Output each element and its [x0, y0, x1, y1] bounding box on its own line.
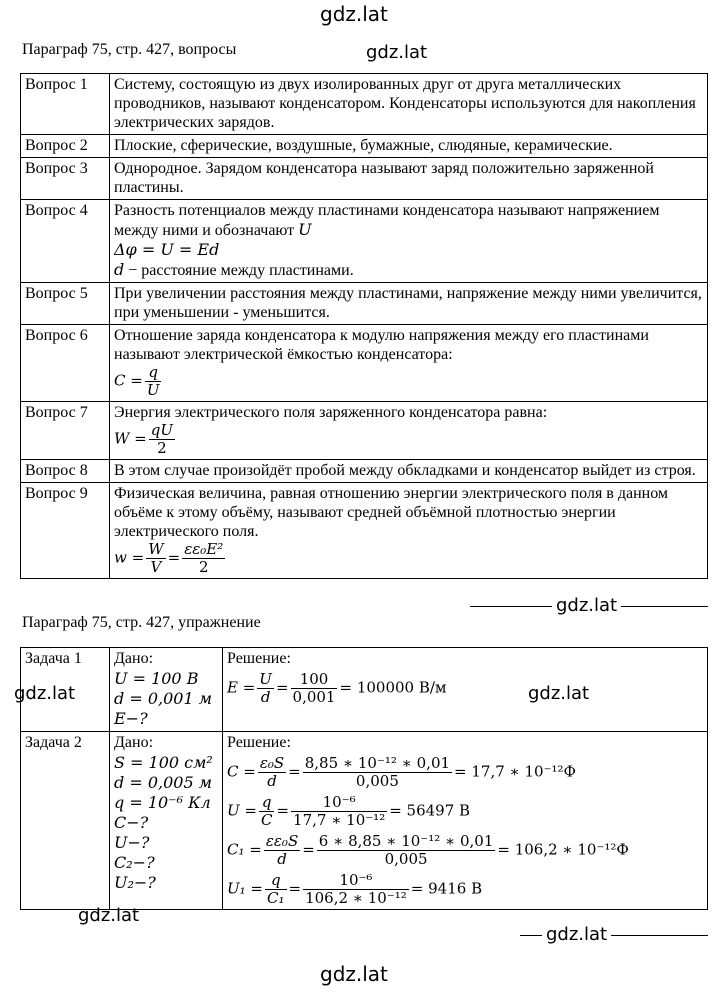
formula-lhs: C₁ = [227, 840, 262, 859]
question-answer: Систему, состоящую из двух изолированных друг от друга металлических проводников, называют конденсатором. Конденсаторы используются для накопления электрических зарядов. [110, 74, 708, 135]
table-row [21, 325, 708, 402]
formula [227, 794, 703, 829]
task-label: Задача 1 [21, 648, 110, 732]
task-given [110, 648, 223, 732]
answer-text: Отношение заряда конденсатора к модулю напряжения между его пластинами называют электрической ёмкостью конденсатора: [114, 327, 649, 363]
question-answer [110, 325, 708, 402]
formula [114, 364, 703, 399]
formula-result: = 106,2 ∗ 10⁻¹²Ф [497, 840, 629, 859]
equals-sign: = [167, 548, 181, 567]
fraction [182, 541, 225, 576]
numerator: 10⁻⁶ [303, 872, 409, 890]
denominator: V [150, 558, 162, 576]
question-label: Вопрос 8 [21, 460, 110, 483]
given-item: q = 10⁻⁶ Кл [114, 793, 211, 812]
heading-questions: Параграф 75, стр. 427, вопросы [22, 41, 237, 58]
watermark-right: gdz.lat [528, 683, 590, 704]
fraction [265, 872, 287, 907]
numerator: W [148, 540, 164, 558]
answer-text: Физическая величина, равная отношению энергии электрического поля в данном объёме к этому объёму, называют средней объёмной плотностью энергии электрического поля. [114, 485, 669, 540]
watermark-bottom-right: gdz.lat [542, 925, 611, 945]
question-answer [110, 483, 708, 579]
formula-result: = 56497 В [389, 801, 471, 820]
fraction [145, 364, 162, 399]
formula-result: = 17,7 ∗ 10⁻¹²Ф [454, 762, 576, 781]
question-label: Вопрос 6 [21, 325, 110, 402]
table-row [21, 200, 708, 283]
equals-sign: = [276, 801, 290, 820]
table-row [21, 158, 708, 200]
formula [227, 833, 703, 868]
task-solution [223, 648, 708, 732]
question-answer [110, 200, 708, 283]
fraction [257, 671, 274, 706]
table-row [21, 135, 708, 158]
denominator: 2 [157, 439, 167, 457]
answer-text: Энергия электрического поля заряженного конденсатора равна: [114, 404, 548, 421]
fraction [303, 872, 409, 907]
numerator: ε₀S [259, 754, 285, 772]
fraction [258, 755, 286, 790]
fraction [149, 422, 175, 457]
question-answer: Однородное. Зарядом конденсатора называют заряд положительно заряженной пластины. [110, 158, 708, 200]
watermark-bottom-left: gdz.lat [78, 905, 140, 926]
denominator: 0,005 [384, 850, 428, 868]
formula [114, 422, 703, 457]
question-label: Вопрос 5 [21, 283, 110, 325]
task-solution [223, 732, 708, 910]
given-item: U₂−? [114, 873, 156, 892]
numerator: εε₀S [265, 832, 299, 850]
equals-sign: = [288, 879, 302, 898]
denominator: d [260, 688, 271, 706]
equals-sign: = [288, 762, 301, 781]
formula-lhs: W = [114, 429, 147, 448]
formula-lhs: E = [227, 678, 256, 697]
question-label: Вопрос 1 [21, 74, 110, 135]
task-given [110, 732, 223, 910]
answer-note: − расстояние между пластинами. [124, 262, 354, 279]
solution-title: Решение: [227, 650, 291, 667]
questions-table [20, 73, 708, 579]
problems-table [20, 647, 708, 910]
formula [114, 541, 703, 576]
denominator: 2 [198, 558, 209, 576]
question-label: Вопрос 2 [21, 135, 110, 158]
table-row [21, 402, 708, 460]
solution-title: Решение: [227, 734, 291, 751]
formula-var: d [114, 260, 125, 279]
given-item: d = 0,005 м [114, 773, 212, 792]
given-title: Дано: [114, 650, 154, 667]
numerator: q [145, 364, 162, 382]
numerator: 10⁻⁶ [291, 794, 387, 812]
denominator: 0,005 [355, 772, 399, 790]
numerator: 8,85 ∗ 10⁻¹² ∗ 0,01 [304, 754, 451, 772]
denominator: 0,001 [292, 688, 336, 706]
fraction [303, 755, 452, 790]
fraction [259, 794, 274, 829]
given-item: S = 100 см² [114, 753, 213, 772]
question-label: Вопрос 3 [21, 158, 110, 200]
formula-lhs: C = [114, 371, 143, 390]
numerator: 6 ∗ 8,85 ∗ 10⁻¹² ∗ 0,01 [318, 832, 494, 850]
question-label: Вопрос 7 [21, 402, 110, 460]
given-item: d = 0,001 м [114, 689, 212, 708]
formula-result: = 9416 В [410, 879, 483, 898]
watermark-left: gdz.lat [14, 683, 76, 704]
formula [227, 671, 703, 706]
formula-lhs: C = [227, 762, 256, 781]
denominator: 17,7 ∗ 10⁻¹² [293, 811, 386, 829]
fraction [317, 833, 496, 868]
numerator: εε₀E² [184, 540, 224, 558]
table-row [21, 460, 708, 483]
given-item: U = 100 В [114, 669, 199, 688]
watermark-heading: gdz.lat [366, 42, 428, 63]
question-label: Вопрос 9 [21, 483, 110, 579]
given-item: C₂−? [114, 853, 155, 872]
watermark-top: gdz.lat [320, 2, 388, 26]
equals-sign: = [302, 840, 315, 859]
denominator: C [260, 811, 273, 829]
table-row [21, 648, 708, 732]
equals-sign: = [275, 678, 289, 697]
table-row [21, 732, 708, 910]
denominator: 106,2 ∗ 10⁻¹² [305, 889, 407, 907]
formula: Δφ = U = Ed [114, 240, 220, 259]
question-answer: Плоские, сферические, воздушные, бумажные, слюдяные, керамические. [110, 135, 708, 158]
table-row [21, 283, 708, 325]
table-row [21, 74, 708, 135]
formula-lhs: w = [114, 548, 145, 567]
task-label: Задача 2 [21, 732, 110, 910]
watermark-mid: gdz.lat [552, 596, 621, 616]
given-item: E−? [114, 709, 148, 728]
numerator: 100 [291, 671, 338, 689]
formula [227, 755, 703, 790]
denominator: U [146, 381, 160, 399]
denominator: d [267, 772, 277, 790]
formula-result: = 100000 В/м [339, 678, 447, 697]
given-title: Дано: [114, 734, 154, 751]
given-item: U−? [114, 833, 150, 852]
formula-var: U [298, 220, 312, 239]
answer-text: Разность потенциалов между пластинами конденсатора называют напряжением между ними и обозначают [114, 202, 660, 239]
numerator: q [265, 872, 287, 890]
formula-lhs: U₁ = [227, 879, 263, 898]
formula [227, 872, 703, 907]
question-answer: При увеличении расстояния между пластинами, напряжение между ними увеличится, при уменьшении - уменьшится. [110, 283, 708, 325]
fraction [146, 541, 165, 576]
denominator: d [277, 850, 287, 868]
fraction [264, 833, 300, 868]
denominator: C₁ [267, 889, 285, 907]
formula-lhs: U = [227, 801, 257, 820]
numerator: qU [150, 421, 174, 439]
heading-exercise: Параграф 75, стр. 427, упражнение [22, 614, 261, 631]
fraction [291, 671, 338, 706]
table-row [21, 483, 708, 579]
fraction [291, 794, 387, 829]
numerator: q [259, 794, 274, 812]
numerator: U [259, 670, 272, 688]
given-item: C−? [114, 813, 149, 832]
question-answer: В этом случае произойдёт пробой между обкладками и конденсатор выйдет из строя. [110, 460, 708, 483]
question-answer [110, 402, 708, 460]
question-label: Вопрос 4 [21, 200, 110, 283]
watermark-footer: gdz.lat [320, 962, 388, 986]
